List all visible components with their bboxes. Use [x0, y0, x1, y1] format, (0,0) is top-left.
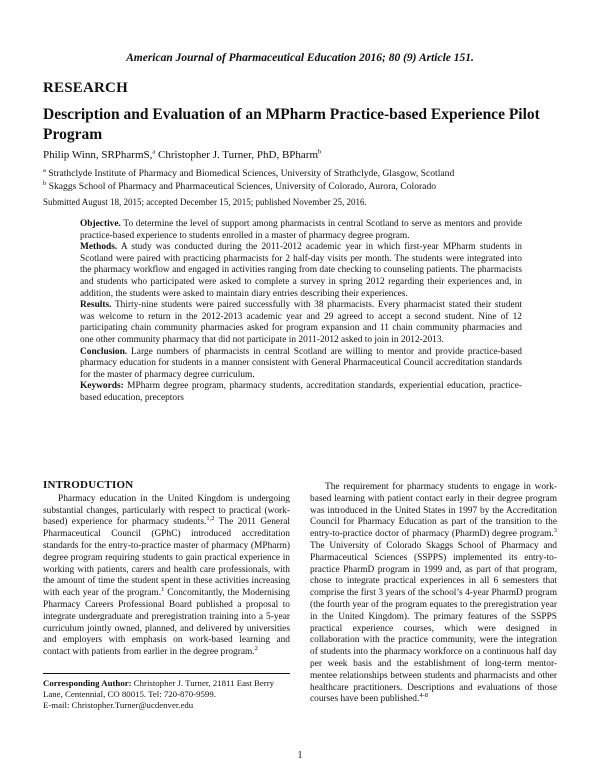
- affiliation-a-mark: a: [43, 166, 46, 174]
- journal-citation-header: American Journal of Pharmaceutical Education 2016; 80 (9) Article 151.: [126, 52, 474, 64]
- submission-dates: Submitted August 18, 2015; accepted December 15, 2015; published November 25, 2016.: [43, 197, 367, 207]
- right-column: [310, 482, 557, 706]
- corresponding-author-email: E-mail: Christopher.Turner@ucdenver.edu: [43, 699, 194, 710]
- abstract-objective: [80, 219, 522, 242]
- citation-mark: 1,2: [206, 515, 215, 523]
- citation-mark: 3: [553, 527, 557, 535]
- intro-p1-part-b: The 2011 General Pharmaceutical Council (GPhC) introduced accreditation standards for the entry-to-practice master of pharmacy (MPharm) degree program requiring students to gain practical experience in working with patients, carers and health care professionals, with the amount of time the student spent in these activities increasing with each year of the program.: [43, 517, 290, 599]
- footnote-divider: [43, 673, 290, 674]
- affiliation-b-mark: b: [43, 179, 47, 187]
- intro-p2-part-a: The requirement for pharmacy students to engage in work-based learning with patient contact early in their degree program was introduced in the United States in 1997 by the Accreditation Council for Pharmacy Education as part of the transition to the entry-to-practice doctor of pharmacy (PharmD) degree program.: [310, 482, 557, 540]
- conclusion-label: Conclusion.: [80, 346, 128, 357]
- keywords-text: MPharm degree program, pharmacy students, accreditation standards, experiential education, practice-based education, preceptors: [80, 381, 522, 403]
- affiliation-b: [43, 180, 436, 193]
- corresponding-author-note: [43, 678, 290, 711]
- citation-mark: 2: [254, 645, 258, 653]
- results-label: Results.: [80, 300, 112, 311]
- page-number: 1: [297, 750, 303, 761]
- citation-mark: 4-8: [419, 692, 429, 700]
- keywords-label: Keywords:: [80, 381, 124, 392]
- author-2-affiliation-mark: b: [318, 148, 322, 156]
- citation-mark: 1: [161, 586, 165, 594]
- objective-text: To determine the level of support among pharmacists in central Scotland to serve as mentors and provide practice-based experience to students enrolled in a master of pharmacy degree program.: [80, 219, 522, 241]
- left-column: [43, 480, 290, 711]
- affiliation-b-text: Skaggs School of Pharmacy and Pharmaceutical Sciences, University of Colorado, Aurora, Colorado: [46, 181, 437, 192]
- abstract-conclusion: [80, 347, 522, 382]
- abstract-keywords: [80, 381, 522, 404]
- affiliation-a: [43, 167, 454, 180]
- intro-paragraph-2: [310, 482, 557, 706]
- objective-label: Objective.: [80, 219, 121, 229]
- author-1-name: Philip Winn, SRPharmS,: [43, 149, 153, 161]
- corresponding-author-label: Corresponding Author:: [43, 677, 132, 688]
- results-text: Thirty-nine students were paired successfully with 38 pharmacists. Every pharmacist stated their student was welcome to return in the 2012-2013 academic year and 29 agreed to accept a second student. Nine of 12 participating chain community pharmacies asked for program expansion and 11 chain community pharmacies and one other community pharmacy that did not participate in 2011-2012 asked to join in 2012-2013.: [80, 300, 522, 345]
- abstract-methods: [80, 242, 522, 300]
- affiliation-a-text: Strathclyde Institute of Pharmacy and Biomedical Sciences, University of Strathclyde, Glasgow, Scotland: [45, 168, 455, 179]
- corresponding-author-address: Christopher J. Turner, 21811 East Berry Lane, Centennial, CO 80015. Tel: 720-870-9599.: [43, 677, 275, 699]
- methods-label: Methods.: [80, 242, 118, 253]
- conclusion-text: Large numbers of pharmacists in central Scotland are willing to mentor and provide practice-based pharmacy education for students in a manner consistent with General Pharmaceutical Council accreditation standards for the master of pharmacy degree curriculum.: [80, 346, 522, 380]
- author-line: [43, 149, 321, 161]
- intro-paragraph-1: [43, 494, 290, 659]
- methods-text: A study was conducted during the 2011-2012 academic year in which first-year MPharm students in Scotland were paired with practicing pharmacists for 2 half-day visits per month. The students were integrated into the pharmacy workflow and engaged in activities ranging from date checking to counseling patients. The pharmacists and students who participated were asked to complete a survey in spring 2012 regarding their experiences and, in addition, the students were asked to maintain diary entries describing their experiences.: [80, 242, 522, 299]
- section-label: RESEARCH: [43, 80, 128, 96]
- article-title: Description and Evaluation of an MPharm Practice-based Experience Pilot Program: [43, 106, 540, 143]
- abstract: [80, 219, 522, 405]
- author-1-affiliation-mark: a: [152, 148, 156, 156]
- intro-p1-part-a: Pharmacy education in the United Kingdom is undergoing substantial changes, particularly with respect to practical (work-based) experience for pharmacy students.: [43, 493, 290, 528]
- introduction-heading: INTRODUCTION: [43, 479, 134, 491]
- intro-p2-part-b: The University of Colorado Skaggs School of Pharmacy and Pharmaceutical Sciences (SSPPS) implemented its entry-to-practice PharmD program in 1999 and, as part of that program, chose to integrate practical experiences in all 6 semesters that comprise the first 3 years of the school’s 4-year PharmD program (the fourth year of the program equates to the preregistration year in the United Kingdom). The primary features of the SSPPS practical experience courses, which were designed in collaboration with the practice community, were the integration of students into the pharmacy workforce on a continuous half day per week basis and the establishment of long-term mentor-mentee relationships between students and pharmacists and other healthcare practitioners. Descriptions and evaluations of those courses have been published.: [310, 540, 557, 705]
- author-2-name: Christopher J. Turner, PhD, BPharm: [155, 149, 319, 161]
- abstract-results: [80, 300, 522, 346]
- intro-p1-part-c: Concomitantly, the Modernising Pharmacy Careers Professional Board published a proposal to integrate undergraduate and preregistration training into a 5-year curriculum jointly owned, planned, and delivered by universities and employers with emphasis on work-based learning and contact with patients from earlier in the degree program.: [43, 588, 290, 658]
